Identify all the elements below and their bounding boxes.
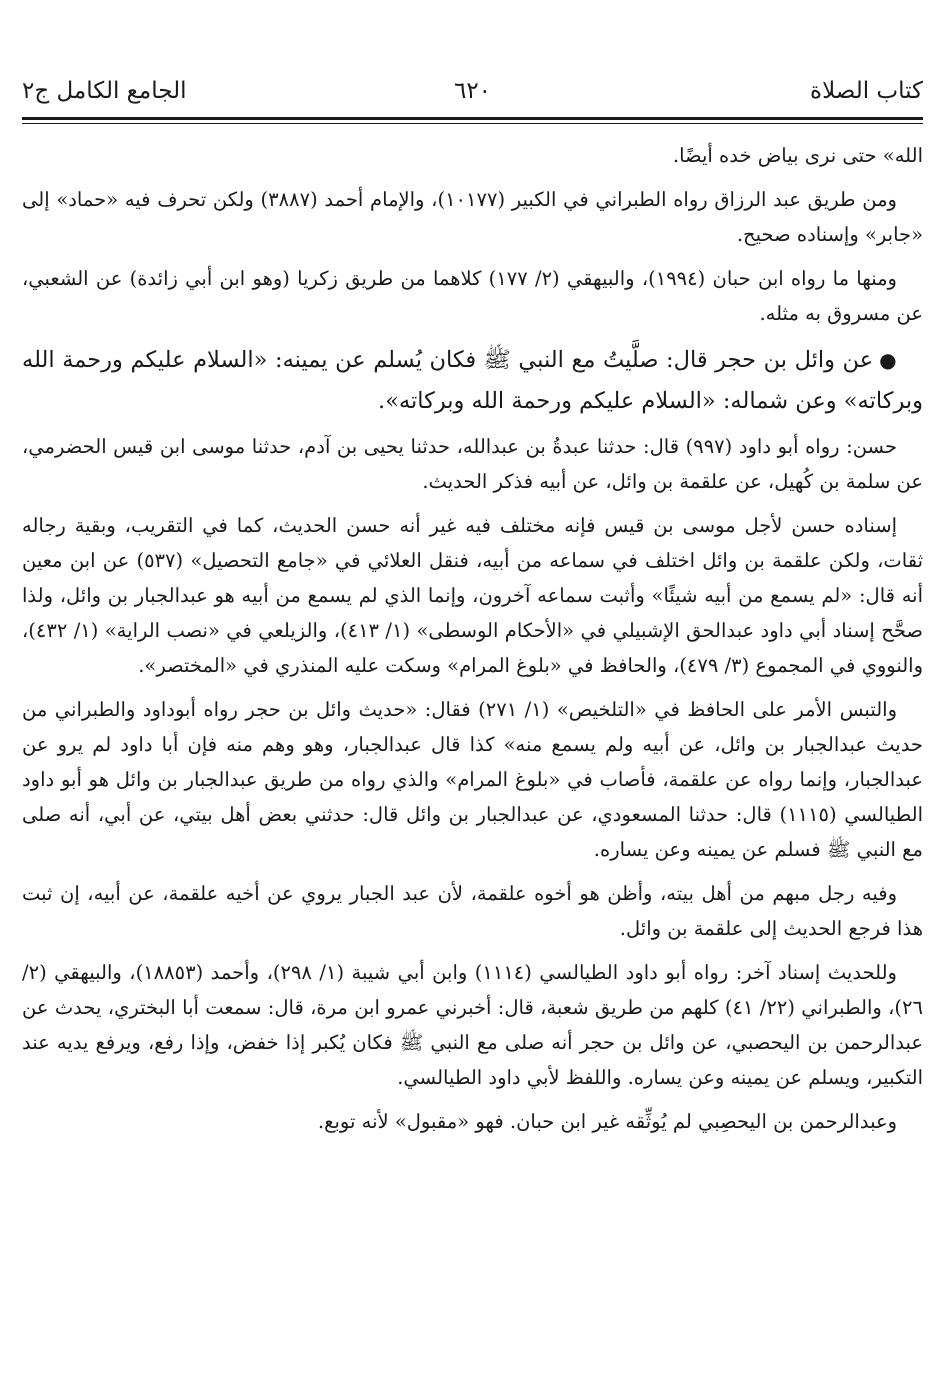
page-number: ٦٢٠ <box>453 78 492 104</box>
header-rule-thick <box>22 117 923 120</box>
paragraph: ومنها ما رواه ابن حبان (١٩٩٤)، والبيهقي (٢/ ١٧٧) كلاهما من طريق زكريا (وهو ابن أبي زائدة) عن الشعبي، عن مسروق به مثله. <box>22 267 923 325</box>
paragraph-continuation: الله» حتى نرى بياض خده أيضًا. <box>672 144 923 167</box>
paragraph: ومن طريق عبد الرزاق رواه الطبراني في الكبير (١٠١٧٧)، والإمام أحمد (٣٨٨٧) ولكن تحرف فيه «حماد» إلى «جابر» وإسناده صحيح. <box>22 188 923 246</box>
hadith-text <box>22 340 923 422</box>
paragraph: وللحديث إسناد آخر: رواه أبو داود الطيالسي (١١١٤) وابن أبي شيبة (١/ ٢٩٨)، وأحمد (١٨٨٥٣)، والبيهقي (٢/ ٢٦)، والطبراني (٢٢/ ٤١) كلهم من طريق شعبة، قال: أخبرني عمرو ابن مرة، قال: سمعت أبا البختري، يحدث عن عبدالرحمن بن اليحصبي، عن وائل بن حجر أنه صلى مع النبي ﷺ فكان يُكبر إذا خفض، وإذا رفع، ويرفع يديه عند التكبير، ويسلم عن يمينه وعن يساره. واللفظ لأبي داود الطيالسي. <box>22 961 923 1089</box>
paragraph: إسناده حسن لأجل موسى بن قيس فإنه مختلف فيه غير أنه حسن الحديث، كما في التقريب، وبقية رجاله ثقات، ولكن علقمة بن وائل اختلف في سماعه من أبيه، فنقل العلائي في «جامع التحصيل» (٥٣٧) عن ابن معين أنه قال: «لم يسمع من أبيه شيئًا» وأثبت سماعه آخرون، وإنما الذي لم يسمع من أبيه هو عبدالجبار بن وائل، ولذا صحَّح إسناد أبي داود عبدالحق الإشبيلي في «الأحكام الوسطى» (١/ ٤١٣)، والزيلعي في «نصب الراية» (١/ ٤٣٢)، والنووي في المجموع (٣/ ٤٧٩)، والحافظ في «بلوغ المرام» وسكت عليه المنذري في «المختصر». <box>22 514 923 677</box>
header-rule-thin <box>22 123 923 124</box>
paragraph: وعبدالرحمن بن اليحصِبي لم يُوثِّقه غير ابن حبان. فهو «مقبول» لأنه توبع. <box>317 1110 897 1133</box>
book-title: كتاب الصلاة <box>810 78 923 104</box>
page-body <box>22 138 923 1148</box>
paragraph: وفيه رجل مبهم من أهل بيته، وأظن هو أخوه علقمة، لأن عبد الجبار يروي عن أخيه علقمة، عن أبيه، إن ثبت هذا فرجع الحديث إلى علقمة بن وائل. <box>22 882 923 940</box>
paragraph: حسن: رواه أبو داود (٩٩٧) قال: حدثنا عبدةُ بن عبدالله، حدثنا يحيى بن آدم، حدثنا موسى ابن قيس الحضرمي، عن سلمة بن كُهيل، عن علقمة بن وائل، عن أبيه فذكر الحديث. <box>22 435 923 493</box>
page-header <box>22 78 923 118</box>
bullet-icon: ● <box>879 348 898 372</box>
hadith-body: عن وائل بن حجر قال: صلَّيتُ مع النبي ﷺ فكان يُسلم عن يمينه: «السلام عليكم ورحمة الله وبركاته» وعن شماله: «السلام عليكم ورحمة الله وبركاته». <box>22 347 923 414</box>
volume-title: الجامع الكامل ج٢ <box>22 78 187 104</box>
paragraph: والتبس الأمر على الحافظ في «التلخيص» (١/ ٢٧١) فقال: «حديث وائل بن حجر رواه أبوداود والطبراني من حديث عبدالجبار بن وائل، عن أبيه ولم يسمع منه» كذا قال عبدالجبار، وهو وهم منه فإن أبا داود لم يرو عن عبدالجبار، وإنما رواه عن علقمة، فأصاب في «بلوغ المرام» والذي رواه من طريق عبدالجبار بن وائل هو أبو داود الطيالسي (١١١٥) قال: حدثنا المسعودي، عن عبدالجبار بن وائل قال: حدثني بعض أهل بيتي، عن أبي، أنه صلى مع النبي ﷺ فسلم عن يمينه وعن يساره. <box>22 698 924 861</box>
